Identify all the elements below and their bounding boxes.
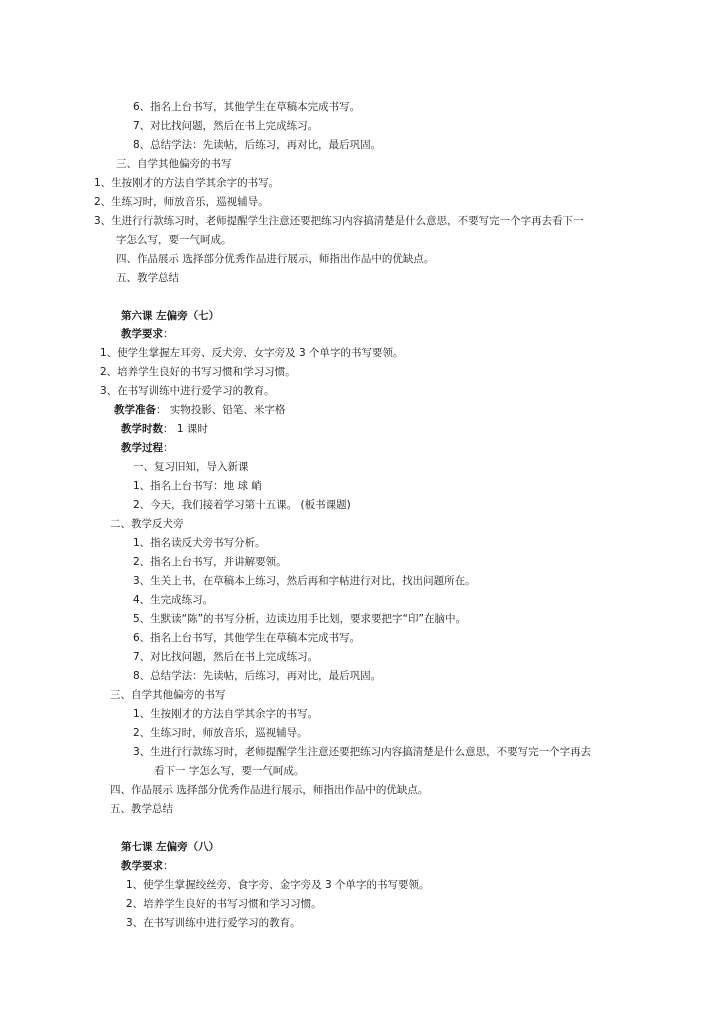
process-colon: ： (163, 442, 174, 454)
review-heading: 一、复习旧知，导入新课 (133, 461, 249, 473)
teach-item-6: 6、指名上台书写，其他学生在草稿本完成书写。 (133, 632, 361, 644)
self-study-2-item-2: 2、生练习时，师放音乐，巡视辅导。 (133, 727, 308, 739)
teach-radical-heading: 二、教学反犬旁 (110, 518, 184, 530)
requirements-colon: ： (163, 860, 174, 872)
lesson-7-req-1: 1、使学生掌握绞丝旁、食字旁、金字旁及 3 个单字的书写要领。 (126, 879, 430, 891)
lesson-7-title: 第七课 左偏旁（八） (121, 841, 220, 853)
step-6: 6、指名上台书写，其他学生在草稿本完成书写。 (133, 101, 361, 113)
self-study-item-2: 2、生练习时，师放音乐，巡视辅导。 (94, 196, 269, 208)
self-study-item-1: 1、生按刚才的方法自学其余字的书写。 (94, 177, 280, 189)
teach-item-8: 8、总结学法：先读帖，后练习，再对比，最后巩固。 (133, 670, 382, 682)
teach-item-1: 1、指名读反犬旁书写分析。 (133, 537, 266, 549)
requirements-label-text: 教学要求 (121, 328, 163, 340)
teach-item-7: 7、对比找问题，然后在书上完成练习。 (133, 651, 319, 663)
teach-item-4: 4、生完成练习。 (133, 594, 214, 606)
lesson-6-title: 第六课 左偏旁（七） (121, 310, 220, 322)
review-item-1: 1、指名上台书写：地 球 峭 (133, 480, 262, 492)
preparation-label: 教学准备 (114, 404, 156, 416)
lesson-7-req-3: 3、在书写训练中进行爱学习的教育。 (126, 917, 301, 929)
lesson-7-requirements-label (121, 859, 174, 873)
teach-item-3: 3、生关上书，在草稿本上练习，然后再和字帖进行对比，找出问题所在。 (133, 575, 476, 587)
self-study-2-item-1: 1、生按刚才的方法自学其余字的书写。 (133, 708, 319, 720)
self-study-2-item-3: 3、生进行行款练习时，老师提醒学生注意还要把练习内容搞清楚是什么意思，不要写完一个字再去 (133, 746, 592, 758)
teach-item-2: 2、指名上台书写，并讲解要领。 (133, 556, 287, 568)
work-display-2: 四、作品展示 选择部分优秀作品进行展示，师指出作品中的优缺点。 (110, 784, 429, 796)
step-8: 8、总结学法：先读帖，后练习，再对比，最后巩固。 (133, 139, 382, 151)
hours-value: ： 1 课时 (163, 423, 208, 435)
lesson-6-hours (121, 422, 208, 436)
lesson-7-req-2: 2、培养学生良好的书写习惯和学习习惯。 (126, 898, 322, 910)
teaching-summary: 五、教学总结 (116, 272, 179, 284)
requirements-label-text: 教学要求 (121, 860, 163, 872)
process-label-text: 教学过程 (121, 442, 163, 454)
self-study-heading: 三、自学其他偏旁的书写 (116, 158, 232, 170)
lesson-6-preparation (114, 403, 285, 417)
lesson-6-req-2: 2、培养学生良好的书写习惯和学习习惯。 (100, 366, 296, 378)
teach-item-5: 5、生默读“陈”的书写分析，边读边用手比划，要求要把字“印”在脑中。 (133, 613, 466, 625)
step-7: 7、对比找问题，然后在书上完成练习。 (133, 120, 319, 132)
self-study-item-3-cont: 字怎么写，要一气呵成。 (116, 234, 232, 246)
requirements-colon: ： (163, 328, 174, 340)
lesson-6-req-3: 3、在书写训练中进行爱学习的教育。 (100, 385, 275, 397)
self-study-item-3: 3、生进行行款练习时，老师提醒学生注意还要把练习内容搞清楚是什么意思，不要写完一个字再去看下一 (94, 215, 584, 227)
teaching-summary-2: 五、教学总结 (110, 803, 173, 815)
preparation-value: ： 实物投影、铅笔、米字格 (156, 404, 286, 416)
review-item-2: 2、今天，我们接着学习第十五课。 (板书课题) (133, 499, 351, 511)
self-study-2-item-3-cont: 看下一 字怎么写，要一气呵成。 (154, 765, 305, 777)
lesson-6-req-1: 1、使学生掌握左耳旁、反犬旁、女字旁及 3 个单字的书写要领。 (100, 347, 404, 359)
hours-label: 教学时数 (121, 423, 163, 435)
lesson-6-process-label (121, 441, 174, 455)
work-display: 四、作品展示 选择部分优秀作品进行展示，师指出作品中的优缺点。 (116, 253, 435, 265)
lesson-6-requirements-label (121, 327, 174, 341)
self-study-heading-2: 三、自学其他偏旁的书写 (110, 689, 226, 701)
